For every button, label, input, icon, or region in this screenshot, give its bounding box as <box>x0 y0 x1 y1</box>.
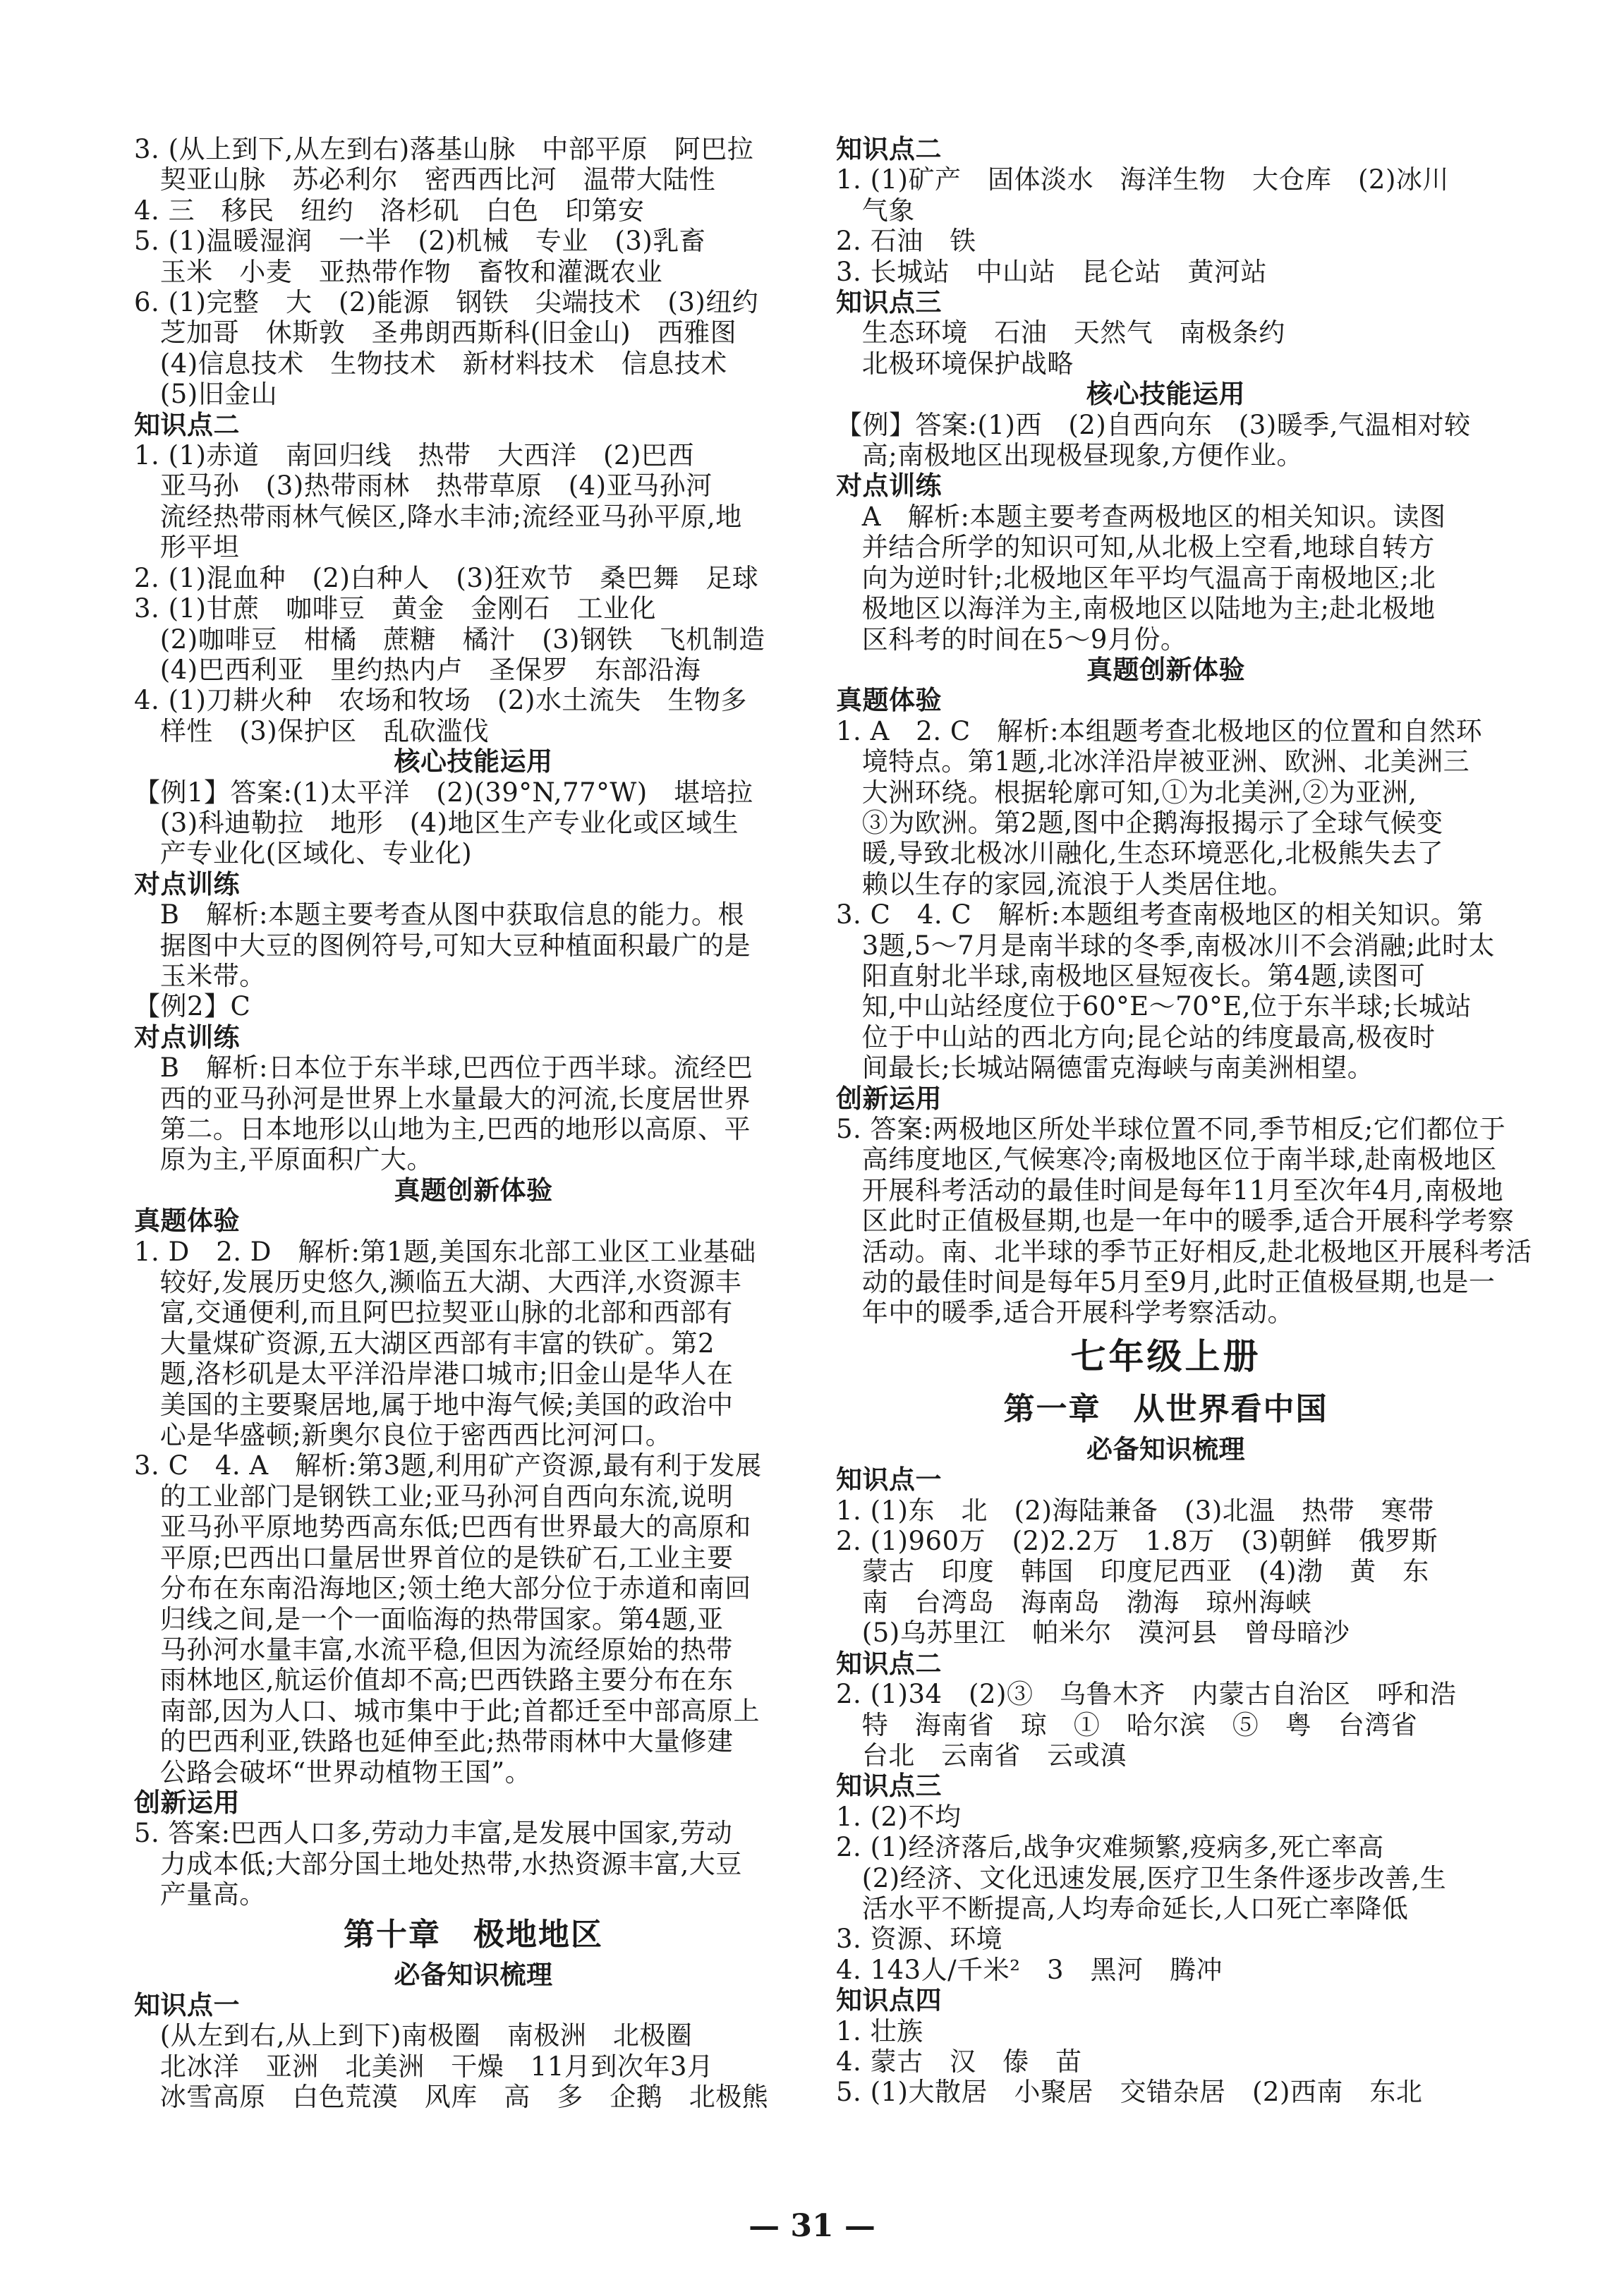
text-line: 1. A 2. C 解析:本组题考查北极地区的位置和自然环 <box>836 715 1483 746</box>
text-line: 1. (1)矿产 固体淡水 海洋生物 大仓库 (2)冰川 <box>836 164 1449 195</box>
text-line: 产量高。 <box>134 1879 266 1910</box>
text-line: (5)旧金山 <box>134 379 278 410</box>
text-line: 北冰洋 亚洲 北美洲 干燥 11月到次年3月 <box>134 2051 714 2082</box>
text-line: 玉米带。 <box>134 960 266 991</box>
section-label: 创新运用 <box>134 1786 240 1818</box>
text-line: (从左到右,从上到下)南极圈 南极洲 北极圈 <box>134 2020 693 2051</box>
text-line: 向为逆时针;北极地区年平均气温高于南极地区;北 <box>836 562 1436 593</box>
text-line: 1. (2)不均 <box>836 1801 962 1832</box>
right-column <box>836 133 1532 2108</box>
section-label: 知识点二 <box>836 1647 942 1679</box>
text-line: 【例2】C <box>134 991 251 1022</box>
text-line: 芝加哥 休斯敦 圣弗朗西斯科(旧金山) 西雅图 <box>134 317 737 348</box>
text-line: 暖,导致北极冰川融化,生态环境恶化,北极熊失去了 <box>836 838 1444 869</box>
text-line: 并结合所学的知识可知,从北极上空看,地球自转方 <box>836 532 1435 563</box>
text-line: 动的最佳时间是每年5月至9月,此时正值极昼期,也是一 <box>836 1267 1496 1298</box>
text-line: (3)科迪勒拉 地形 (4)地区生产专业化或区域生 <box>134 807 739 838</box>
section-heading: 核心技能运用 <box>1086 378 1245 410</box>
text-line: 题,洛杉矶是太平洋沿岸港口城市;旧金山是华人在 <box>134 1359 734 1390</box>
text-line: 2. 石油 铁 <box>836 226 976 257</box>
text-line: 玉米 小麦 亚热带作物 畜牧和灌溉农业 <box>134 256 663 287</box>
text-line: 分布在东南沿海地区;领土绝大部分位于赤道和南回 <box>134 1573 751 1604</box>
text-line: 气象 <box>836 195 915 226</box>
text-line: 1. 壮族 <box>836 2015 923 2046</box>
section-heading: 第十章 极地地区 <box>344 1916 603 1953</box>
section-heading: 必备知识梳理 <box>394 1958 553 1990</box>
text-line: 契亚山脉 苏必利尔 密西西比河 温带大陆性 <box>134 164 716 195</box>
text-line: 间最长;长城站隔德雷克海峡与南美洲相望。 <box>836 1052 1374 1084</box>
page-number: — 31 — <box>749 2208 875 2244</box>
text-line: 力成本低;大部分国土地处热带,水热资源丰富,大豆 <box>134 1848 742 1879</box>
section-label: 知识点四 <box>836 1984 942 2016</box>
text-line: 心是华盛顿;新奥尔良位于密西西比河河口。 <box>134 1420 672 1451</box>
text-line: 西的亚马孙河是世界上水量最大的河流,长度居世界 <box>134 1083 751 1114</box>
text-line: 台北 云南省 云或滇 <box>836 1740 1127 1771</box>
section-heading: 必备知识梳理 <box>1086 1433 1245 1464</box>
text-line: 2. (1)960万 (2)2.2万 1.8万 (3)朝鲜 俄罗斯 <box>836 1526 1438 1557</box>
section-heading: 七年级上册 <box>1070 1335 1261 1377</box>
section-label: 真题体验 <box>836 684 942 716</box>
text-line: (4)信息技术 生物技术 新材料技术 信息技术 <box>134 348 727 379</box>
text-line: 蒙古 印度 韩国 印度尼西亚 (4)渤 黄 东 <box>836 1556 1429 1587</box>
text-line: 平原;巴西出口量居世界首位的是铁矿石,工业主要 <box>134 1542 734 1573</box>
text-line: 1. (1)赤道 南回归线 热带 大西洋 (2)巴西 <box>134 440 694 471</box>
text-line: 第二。日本地形以山地为主,巴西的地形以高原、平 <box>134 1114 751 1144</box>
text-line: 赖以生存的家园,流浪于人类居住地。 <box>836 868 1295 899</box>
text-line: 产专业化(区域化、专业化) <box>134 838 473 869</box>
section-label: 知识点三 <box>836 286 942 318</box>
text-line: 南 台湾岛 海南岛 渤海 琼州海峡 <box>836 1587 1312 1618</box>
text-line: 知,中山站经度位于60°E～70°E,位于东半球;长城站 <box>836 991 1472 1022</box>
section-label: 真题体验 <box>134 1205 240 1237</box>
text-line: 【例】答案:(1)西 (2)自西向东 (3)暖季,气温相对较 <box>836 409 1471 440</box>
text-line: B 解析:日本位于东半球,巴西位于西半球。流经巴 <box>134 1052 753 1084</box>
text-line: 2. (1)混血种 (2)白种人 (3)狂欢节 桑巴舞 足球 <box>134 562 759 593</box>
text-line: 3. 长城站 中山站 昆仑站 黄河站 <box>836 256 1268 287</box>
text-line: 冰雪高原 白色荒漠 风库 高 多 企鹅 北极熊 <box>134 2082 769 2113</box>
text-line: (4)巴西利亚 里约热内卢 圣保罗 东部沿海 <box>134 654 701 685</box>
section-label: 对点训练 <box>836 470 942 502</box>
text-line: 2. (1)经济落后,战争灾难频繁,疫病多,死亡率高 <box>836 1832 1384 1863</box>
text-line: A 解析:本题主要考查两极地区的相关知识。读图 <box>836 501 1446 532</box>
text-line: (5)乌苏里江 帕米尔 漠河县 曾母暗沙 <box>836 1618 1350 1649</box>
text-line: 5. (1)温暖湿润 一半 (2)机械 专业 (3)乳畜 <box>134 226 706 257</box>
text-line: 3. 资源、环境 <box>836 1924 1003 1955</box>
text-line: 形平坦 <box>134 532 240 563</box>
text-line: 公路会破坏“世界动植物王国”。 <box>134 1757 532 1788</box>
text-line: 活水平不断提高,人均寿命延长,人口死亡率降低 <box>836 1893 1409 1924</box>
text-line: 北极环境保护战略 <box>836 348 1074 379</box>
text-line: 特 海南省 琼 ① 哈尔滨 ⑤ 粤 台湾省 <box>836 1709 1418 1740</box>
text-line: B 解析:本题主要考查从图中获取信息的能力。根 <box>134 899 744 930</box>
section-label: 知识点一 <box>134 1989 240 2020</box>
text-line: 5. 答案:两极地区所处半球位置不同,季节相反;它们都位于 <box>836 1114 1506 1144</box>
text-line: 高纬度地区,气候寒冷;南极地区位于南半球,赴南极地区 <box>836 1144 1497 1175</box>
text-line: 亚马孙平原地势西高东低;巴西有世界最大的高原和 <box>134 1512 751 1543</box>
text-line: 南部,因为人口、城市集中于此;首都迁至中部高原上 <box>134 1695 761 1726</box>
text-line: 较好,发展历史悠久,濒临五大湖、大西洋,水资源丰 <box>134 1267 742 1298</box>
text-line: 3. (从上到下,从左到右)落基山脉 中部平原 阿巴拉 <box>134 134 754 164</box>
text-line: 年中的暖季,适合开展科学考察活动。 <box>836 1297 1295 1328</box>
text-line: 样性 (3)保护区 乱砍滥伐 <box>134 715 490 746</box>
text-line: 4. 三 移民 纽约 洛杉矶 白色 印第安 <box>134 195 645 226</box>
text-line: 亚马孙 (3)热带雨林 热带草原 (4)亚马孙河 <box>134 471 713 502</box>
text-line: 生态环境 石油 天然气 南极条约 <box>836 317 1285 348</box>
section-heading: 真题创新体验 <box>394 1174 553 1206</box>
text-line: 3题,5～7月是南半球的冬季,南极冰川不会消融;此时太 <box>836 930 1495 961</box>
text-line: 【例1】答案:(1)太平洋 (2)(39°N,77°W) 堪培拉 <box>134 777 753 808</box>
text-line: 1. D 2. D 解析:第1题,美国东北部工业区工业基础 <box>134 1236 756 1267</box>
text-line: 6. (1)完整 大 (2)能源 钢铁 尖端技术 (3)纽约 <box>134 287 759 318</box>
section-label: 对点训练 <box>134 1021 240 1052</box>
section-label: 知识点二 <box>134 408 240 440</box>
section-label: 知识点一 <box>836 1464 942 1496</box>
section-heading: 真题创新体验 <box>1086 653 1245 685</box>
text-line: 美国的主要聚居地,属于地中海气候;美国的政治中 <box>134 1389 734 1420</box>
text-line: 区此时正值极昼期,也是一年中的暖季,适合开展科学考察 <box>836 1206 1515 1237</box>
text-line: 5. (1)大散居 小聚居 交错杂居 (2)西南 东北 <box>836 2077 1423 2108</box>
text-line: 位于中山站的西北方向;昆仑站的纬度最高,极夜时 <box>836 1021 1436 1052</box>
text-line: 2. (1)34 (2)③ 乌鲁木齐 内蒙古自治区 呼和浩 <box>836 1679 1457 1710</box>
text-line: 富,交通便利,而且阿巴拉契亚山脉的北部和西部有 <box>134 1297 733 1328</box>
text-line: ③为欧洲。第2题,图中企鹅海报揭示了全球气候变 <box>836 807 1443 838</box>
text-line: 归线之间,是一个一面临海的热带国家。第4题,亚 <box>134 1603 724 1634</box>
text-line: 4. 蒙古 汉 傣 苗 <box>836 2046 1082 2077</box>
text-line: 的工业部门是钢铁工业;亚马孙河自西向东流,说明 <box>134 1481 734 1512</box>
text-line: 5. 答案:巴西人口多,劳动力丰富,是发展中国家,劳动 <box>134 1818 733 1849</box>
text-line: 极地区以海洋为主,南极地区以陆地为主;赴北极地 <box>836 593 1436 624</box>
text-line: 3. C 4. C 解析:本题组考查南极地区的相关知识。第 <box>836 899 1484 930</box>
text-line: 原为主,平原面积广大。 <box>134 1144 434 1175</box>
text-line: 雨林地区,航运价值却不高;巴西铁路主要分布在东 <box>134 1665 734 1696</box>
text-line: 4. (1)刀耕火种 农场和牧场 (2)水土流失 生物多 <box>134 685 747 716</box>
text-line: 3. C 4. A 解析:第3题,利用矿产资源,最有利于发展 <box>134 1450 762 1481</box>
text-line: 4. 143人/千米² 3 黑河 腾冲 <box>836 1954 1223 1985</box>
text-line: 3. (1)甘蔗 咖啡豆 黄金 金刚石 工业化 <box>134 593 656 624</box>
text-line: 活动。南、北半球的季节正好相反,赴北极地区开展科考活 <box>836 1236 1532 1267</box>
section-heading: 第一章 从世界看中国 <box>1003 1390 1328 1427</box>
text-line: 大量煤矿资源,五大湖区西部有丰富的铁矿。第2 <box>134 1328 715 1359</box>
text-line: 的巴西利亚,铁路也延伸至此;热带雨林中大量修建 <box>134 1726 734 1757</box>
section-label: 对点训练 <box>134 868 240 899</box>
text-line: 流经热带雨林气候区,降水丰沛;流经亚马孙平原,地 <box>134 501 742 532</box>
section-label: 知识点二 <box>836 133 942 164</box>
left-column <box>134 134 813 2113</box>
text-line: 阳直射北半球,南极地区昼短夜长。第4题,读图可 <box>836 960 1426 991</box>
text-line: (2)咖啡豆 柑橘 蔗糖 橘汁 (3)钢铁 飞机制造 <box>134 624 765 655</box>
text-line: 马孙河水量丰富,水流平稳,但因为流经原始的热带 <box>134 1634 733 1665</box>
text-line: 大洲环绕。根据轮廓可知,①为北美洲,②为亚洲, <box>836 777 1417 808</box>
section-label: 知识点三 <box>836 1770 942 1802</box>
section-heading: 核心技能运用 <box>394 746 553 777</box>
section-label: 创新运用 <box>836 1082 942 1114</box>
text-line: 区科考的时间在5～9月份。 <box>836 624 1187 655</box>
text-line: 1. (1)东 北 (2)海陆兼备 (3)北温 热带 寒带 <box>836 1495 1434 1526</box>
text-line: 境特点。第1题,北冰洋沿岸被亚洲、欧洲、北美洲三 <box>836 746 1470 777</box>
text-line: (2)经济、文化迅速发展,医疗卫生条件逐步改善,生 <box>836 1862 1447 1893</box>
text-line: 据图中大豆的图例符号,可知大豆种植面积最广的是 <box>134 930 751 961</box>
text-line: 高;南极地区出现极昼现象,方便作业。 <box>836 440 1304 471</box>
text-line: 开展科考活动的最佳时间是每年11月至次年4月,南极地 <box>836 1175 1504 1206</box>
